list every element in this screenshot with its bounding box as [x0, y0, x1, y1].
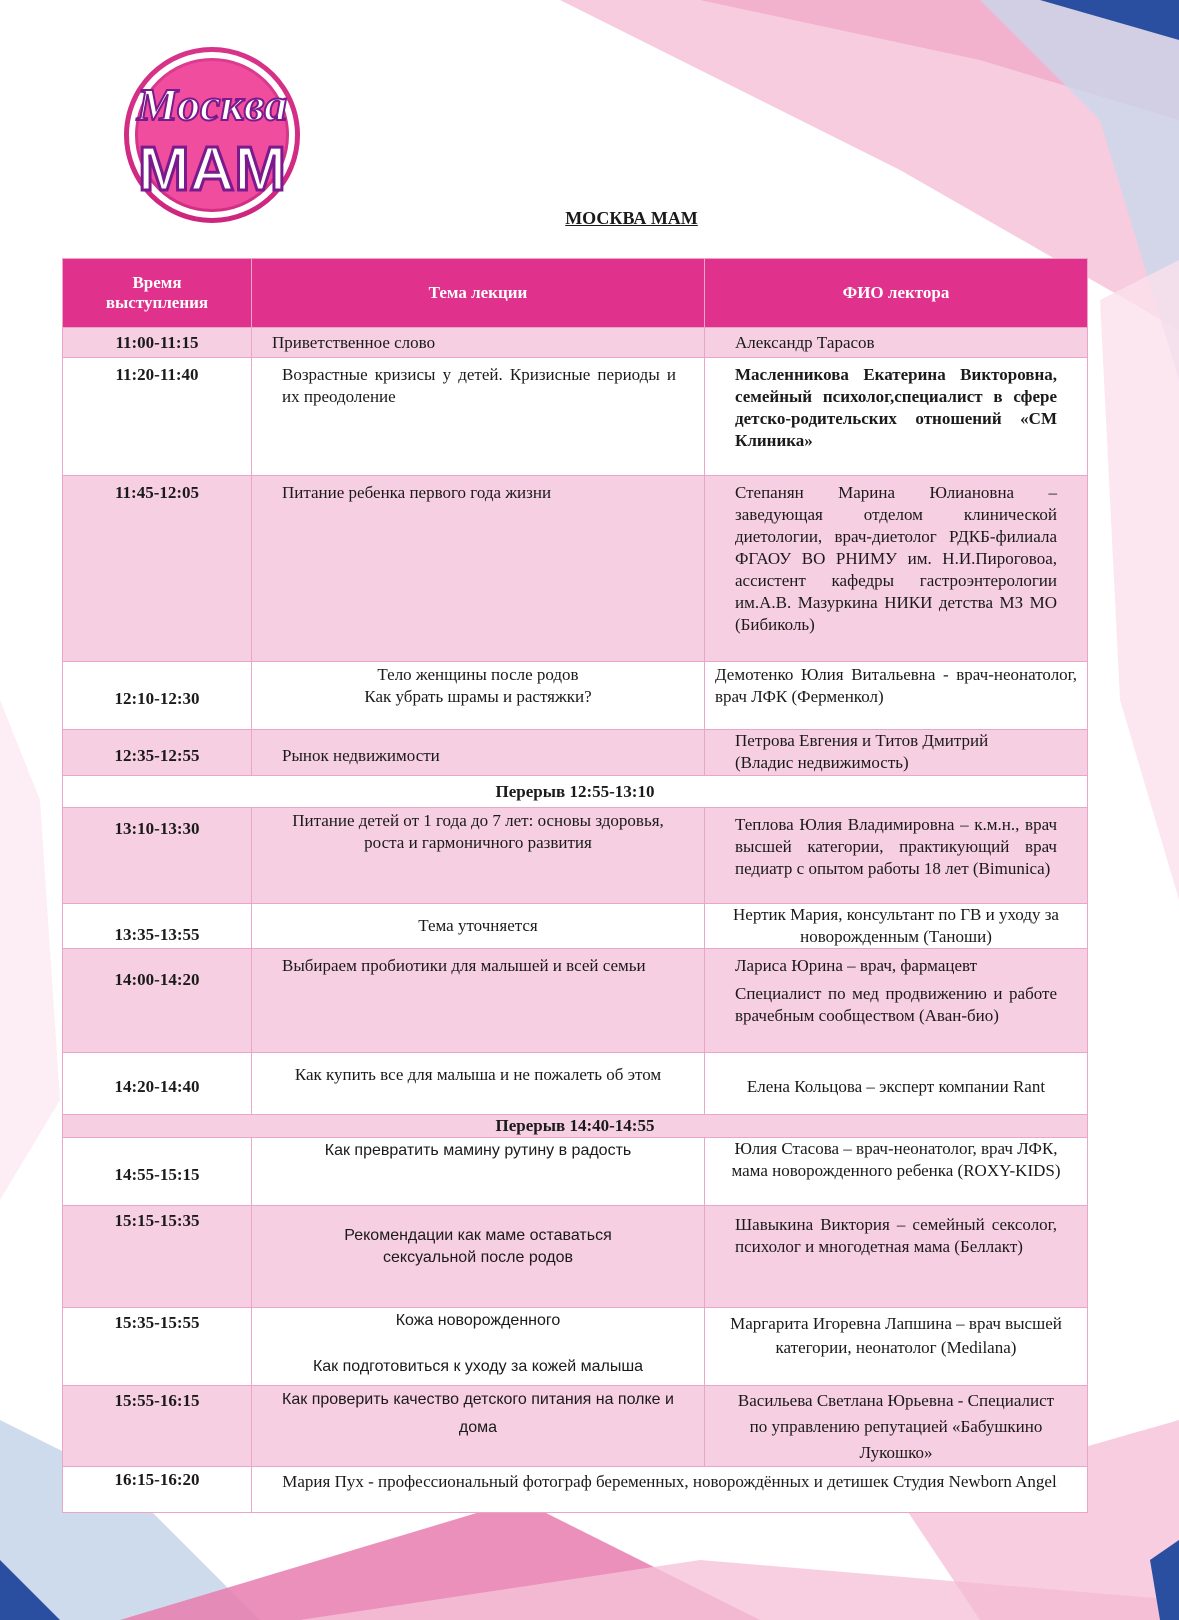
- row-lecturer: Нертик Мария, консультант по ГВ и уходу за новорожденным (Таноши): [705, 904, 1088, 949]
- row-lecturer: Демотенко Юлия Витальевна - врач-неонатолог, врач ЛФК (Ферменкол): [705, 662, 1088, 730]
- row-topic: [252, 1308, 705, 1386]
- table-row: [63, 949, 1088, 1053]
- table-row: [63, 904, 1088, 949]
- row-lecturer: Теплова Юлия Владимировна – к.м.н., врач высшей категории, практикующий врач педиатр с опытом работы 18 лет (Bimunica): [705, 808, 1088, 904]
- row-topic: Как превратить мамину рутину в радость: [252, 1138, 705, 1206]
- lecturer-line-2: Специалист по мед продвижению и работе врачебным сообществом (Аван-био): [735, 984, 1057, 1025]
- row-time: 13:10-13:30: [63, 808, 252, 904]
- lecturer-line-2: (Владис недвижимость): [735, 753, 909, 772]
- row-lecturer: Масленникова Екатерина Викторовна, семейный психолог,специалист в сфере детско-родительских отношений «СМ Клиника»: [705, 358, 1088, 476]
- row-time: 12:35-12:55: [63, 730, 252, 776]
- table-row: [63, 1308, 1088, 1386]
- row-time: 14:00-14:20: [63, 949, 252, 1053]
- moskva-mam-logo: [104, 40, 320, 230]
- break-row: [63, 776, 1088, 808]
- table-row: [63, 1386, 1088, 1467]
- row-topic: Питание детей от 1 года до 7 лет: основы здоровья, роста и гармоничного развития: [252, 808, 705, 904]
- table-header-row: [63, 259, 1088, 328]
- row-topic: Рынок недвижимости: [252, 730, 705, 776]
- row-lecturer: Шавыкина Виктория – семейный сексолог, психолог и многодетная мама (Беллакт): [705, 1206, 1088, 1308]
- table-row: [63, 328, 1088, 358]
- table-row: [63, 1138, 1088, 1206]
- row-time: 15:55-16:15: [63, 1386, 252, 1467]
- table-row: [63, 808, 1088, 904]
- row-topic: Рекомендации как маме оставаться сексуальной после родов: [252, 1206, 705, 1308]
- topic-line-1: Кожа новорожденного: [395, 1312, 561, 1329]
- header-time: Время выступления: [63, 259, 252, 328]
- row-time: 15:35-15:55: [63, 1308, 252, 1386]
- row-lecturer: Маргарита Игоревна Лапшина – врач высшей категории, неонатолог (Medilana): [705, 1308, 1088, 1386]
- topic-line-2: Как убрать шрамы и растяжки?: [364, 687, 592, 706]
- row-time: 14:20-14:40: [63, 1053, 252, 1115]
- row-time: 11:00-11:15: [63, 328, 252, 358]
- table-row: [63, 730, 1088, 776]
- row-lecturer: [705, 730, 1088, 776]
- row-lecturer: Степанян Марина Юлиановна – заведующая отделом клинической диетологии, врач-диетолог РДКБ-филиала ФГАОУ ВО РНИМУ им. Н.И.Пироговоа, ассистент кафедры гастроэнтерологии им.А.В. Мазуркина НИКИ детства МЗ МО (Бибиколь): [705, 476, 1088, 662]
- table-row: [63, 662, 1088, 730]
- row-time: 11:20-11:40: [63, 358, 252, 476]
- row-lecturer: Юлия Стасова – врач-неонатолог, врач ЛФК, мама новорожденного ребенка (ROXY-KIDS): [705, 1138, 1088, 1206]
- row-topic: Выбираем пробиотики для малышей и всей семьи: [252, 949, 705, 1053]
- lecturer-line-1: Петрова Евгения и Титов Дмитрий: [735, 731, 989, 750]
- table-row: [63, 358, 1088, 476]
- row-time: 14:55-15:15: [63, 1138, 252, 1206]
- page-title: МОСКВА МАМ: [565, 208, 698, 228]
- row-topic: Приветственное слово: [252, 328, 705, 358]
- table-row: [63, 1206, 1088, 1308]
- row-topic: Питание ребенка первого года жизни: [252, 476, 705, 662]
- row-topic: Тема уточняется: [252, 904, 705, 949]
- header-topic: Тема лекции: [252, 259, 705, 328]
- row-time: 11:45-12:05: [63, 476, 252, 662]
- row-time: 12:10-12:30: [63, 662, 252, 730]
- row-topic: Возрастные кризисы у детей. Кризисные периоды и их преодоление: [252, 358, 705, 476]
- logo-line2: МАМ: [137, 135, 287, 204]
- break-row: [63, 1115, 1088, 1138]
- row-lecturer: Александр Тарасов: [705, 328, 1088, 358]
- table-row: [63, 1053, 1088, 1115]
- table-row: [63, 1467, 1088, 1513]
- break-label: Перерыв 14:40-14:55: [63, 1115, 1088, 1138]
- lecturer-line-1: Лариса Юрина – врач, фармацевт: [735, 956, 978, 975]
- break-label: Перерыв 12:55-13:10: [63, 776, 1088, 808]
- row-topic: Как купить все для малыша и не пожалеть об этом: [252, 1053, 705, 1115]
- topic-line-2: Как подготовиться к уходу за кожей малыша: [312, 1358, 644, 1375]
- table-row: [63, 476, 1088, 662]
- merged-topic-lecturer: Мария Пух - профессиональный фотограф беременных, новорождённых и детишек Студия Newborn Angel: [252, 1467, 1088, 1513]
- row-time: 16:15-16:20: [63, 1467, 252, 1513]
- topic-line-1: Тело женщины после родов: [377, 665, 579, 684]
- schedule-table: [62, 258, 1088, 1513]
- logo-line1: Москва: [136, 79, 288, 130]
- row-lecturer: Васильева Светлана Юрьевна - Специалист по управлению репутацией «Бабушкино Лукошко»: [705, 1386, 1088, 1467]
- row-time: 15:15-15:35: [63, 1206, 252, 1308]
- row-lecturer: [705, 949, 1088, 1053]
- row-topic: [252, 662, 705, 730]
- header-lecturer: ФИО лектора: [705, 259, 1088, 328]
- row-time: 13:35-13:55: [63, 904, 252, 949]
- row-topic: Как проверить качество детского питания на полке и дома: [252, 1386, 705, 1467]
- row-lecturer: Елена Кольцова – эксперт компании Rant: [705, 1053, 1088, 1115]
